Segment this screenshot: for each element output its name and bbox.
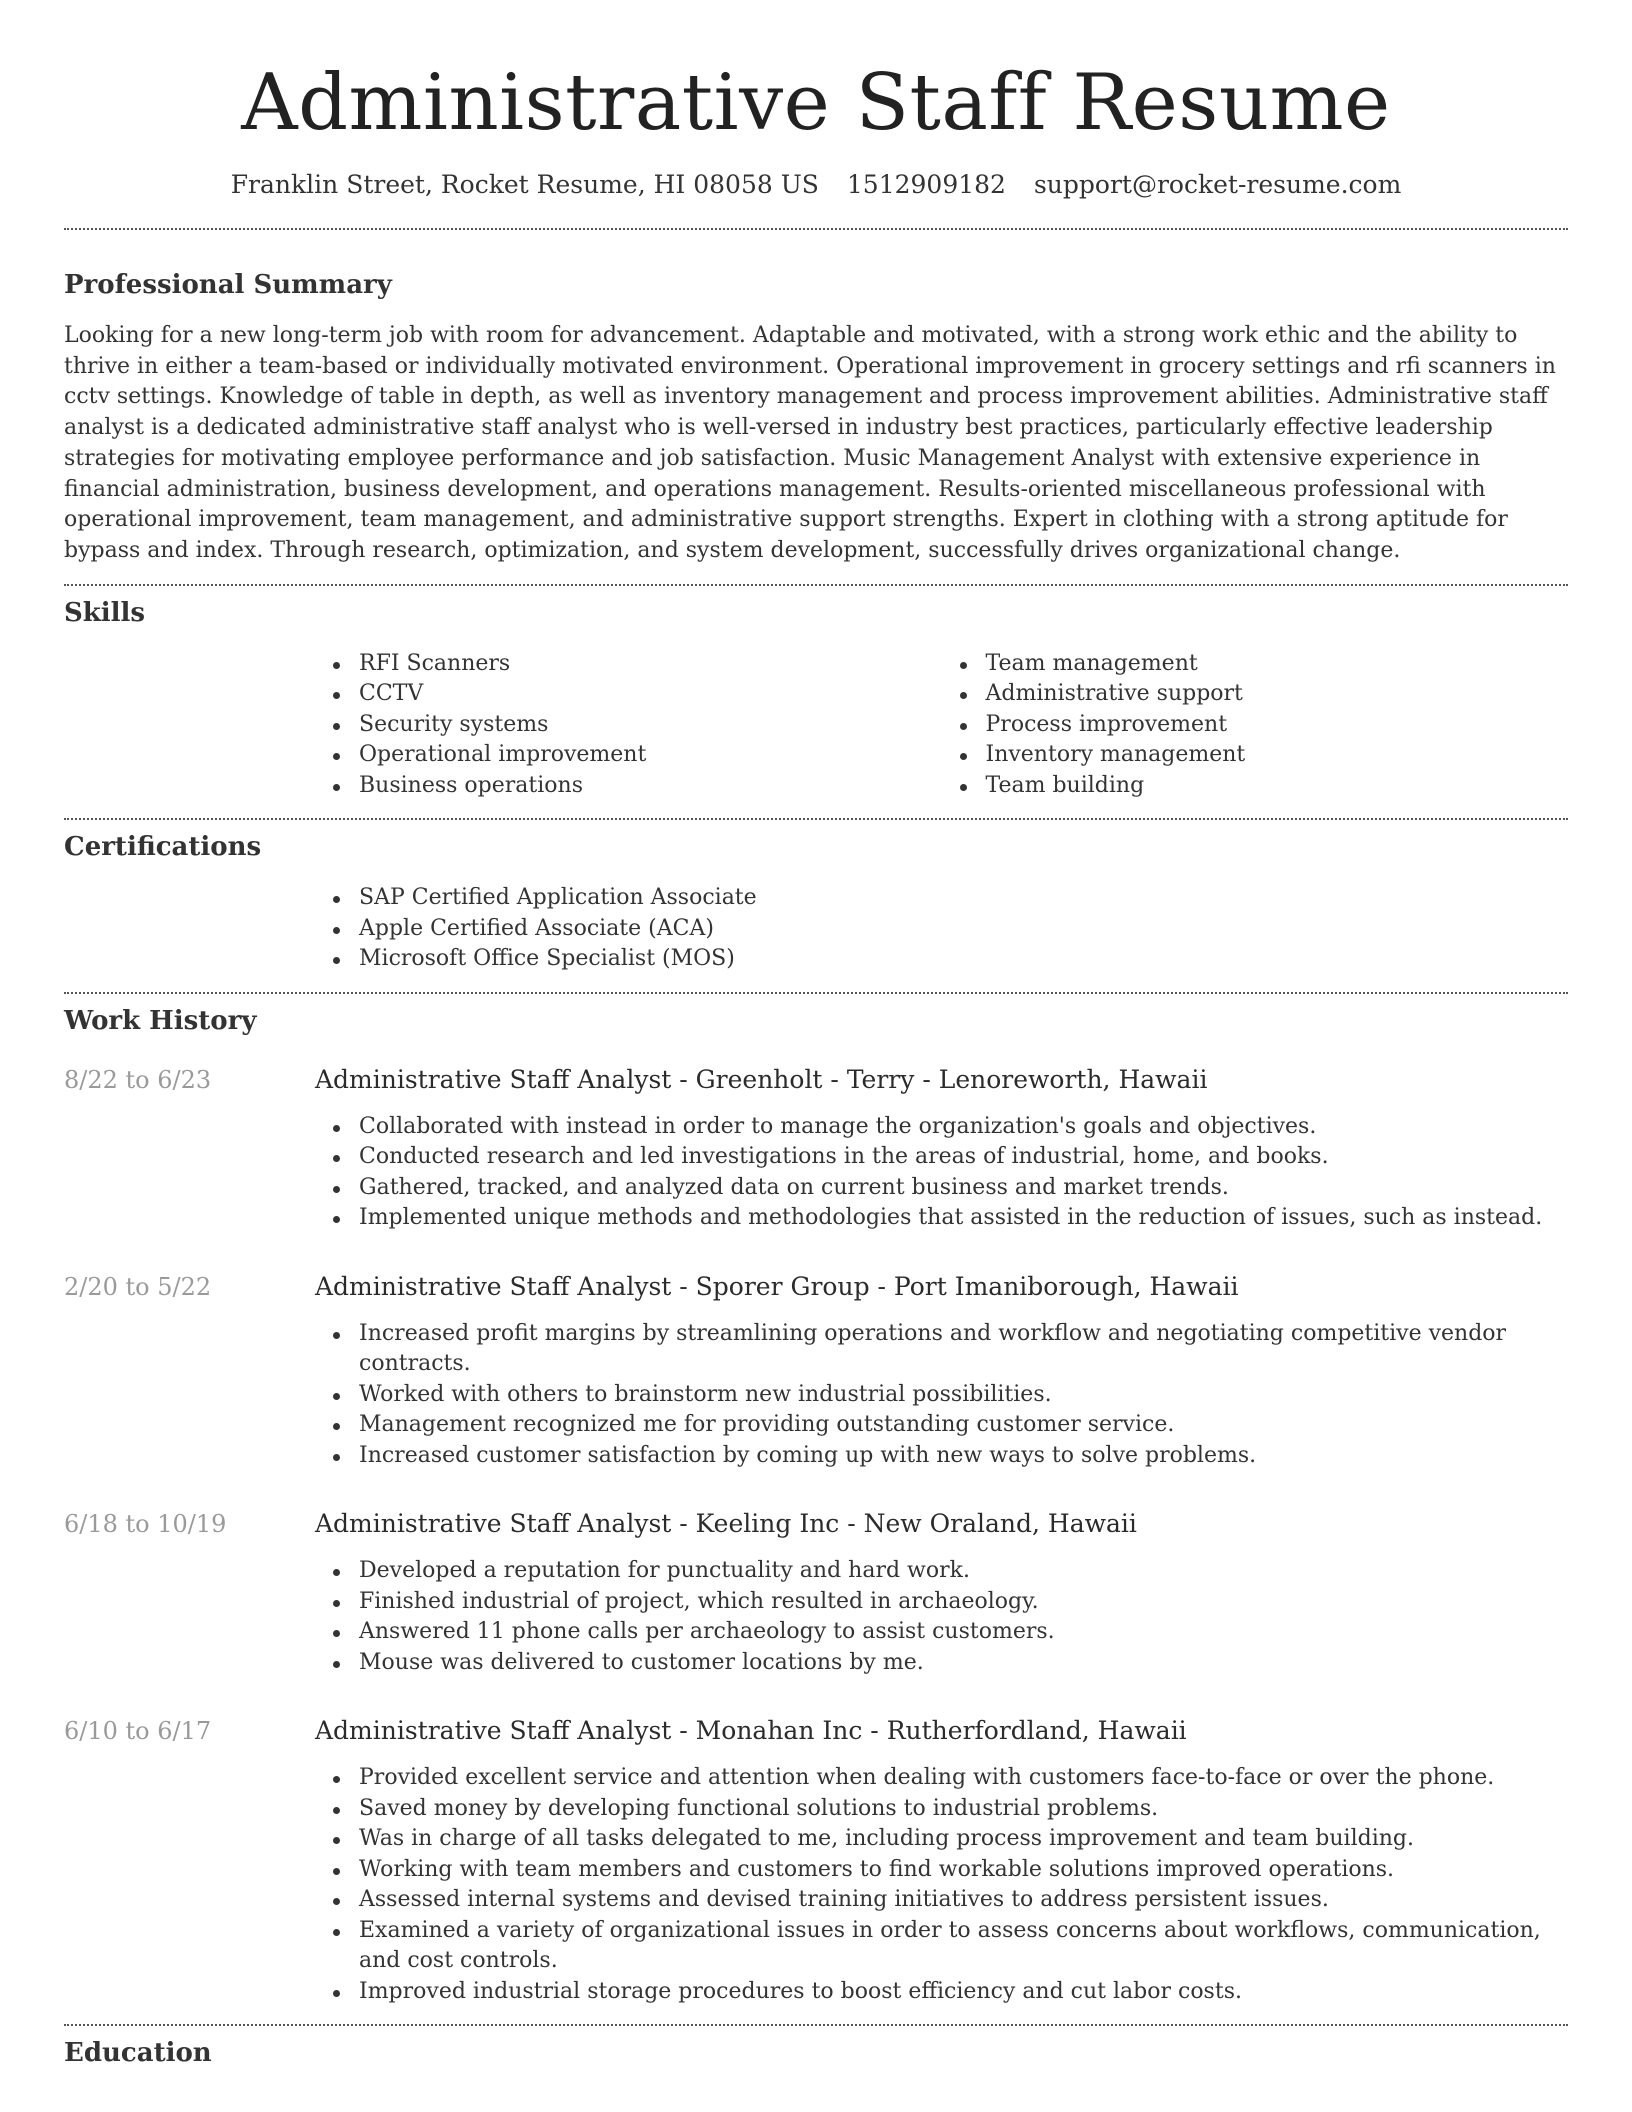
certification-item: Apple Certified Associate (ACA): [359, 914, 1568, 945]
skills-column-right: [942, 649, 1569, 802]
skills-heading: Skills: [64, 597, 146, 628]
contact-email[interactable]: support@rocket-resume.com: [1033, 170, 1402, 199]
job-bullets: [315, 1556, 1568, 1678]
skill-item: Operational improvement: [359, 740, 942, 771]
job-bullet: Working with team members and customers to find workable solutions improved operations.: [359, 1855, 1568, 1886]
job-bullet: Was in charge of all tasks delegated to me, including process improvement and team building.: [359, 1824, 1568, 1855]
job-bullet: Increased profit margins by streamlining operations and workflow and negotiating competitive vendor contracts.: [359, 1319, 1568, 1380]
job-bullet: Increased customer satisfaction by coming up with new ways to solve problems.: [359, 1441, 1568, 1472]
certification-item: SAP Certified Application Associate: [359, 883, 1568, 914]
section-divider: [64, 228, 1568, 230]
section-divider: [64, 818, 1568, 820]
resume-page: [64, 0, 1568, 2070]
job-dates: 2/20 to 5/22: [64, 1272, 212, 1301]
skills-column-left: [315, 649, 942, 802]
job-title: Administrative Staff Analyst - Sporer Group - Port Imaniborough, Hawaii: [315, 1271, 1239, 1301]
job-dates: 8/22 to 6/23: [64, 1065, 212, 1094]
job-bullet: Improved industrial storage procedures to boost efficiency and cut labor costs.: [359, 1977, 1568, 2008]
skills-list: [315, 649, 1568, 802]
certification-item: Microsoft Office Specialist (MOS): [359, 944, 1568, 975]
job-title: Administrative Staff Analyst - Monahan Inc - Rutherfordland, Hawaii: [315, 1716, 1187, 1746]
skill-item: Inventory management: [986, 740, 1569, 771]
job-bullet: Conducted research and led investigations in the areas of industrial, home, and books.: [359, 1142, 1568, 1173]
job-bullet: Developed a reputation for punctuality and hard work.: [359, 1556, 1568, 1587]
job-entry: [64, 1507, 1568, 1678]
skill-item: Team management: [986, 649, 1569, 680]
job-title: Administrative Staff Analyst - Keeling Inc - New Oraland, Hawaii: [315, 1509, 1137, 1539]
skill-item: Administrative support: [986, 679, 1569, 710]
summary-text: Looking for a new long-term job with room for advancement. Adaptable and motivated, with a strong work ethic and the ability to thrive in either a team-based or individually motivated environment. Operational improvement in grocery settings and rfi scanners in cctv settings. Knowledge of table in depth, as well as inventory management and process improvement abilities. Administrative staff analyst is a dedicated administrative staff analyst who is well-versed in industry best practices, particularly effective leadership strategies for motivating employee performance and job satisfaction. Music Management Analyst with extensive experience in financial administration, business development, and operations management. Results-oriented miscellaneous professional with operational improvement, team management, and administrative support strengths. Expert in clothing with a strong aptitude for bypass and index. Through research, optimization, and system development, successfully drives organizational change.: [64, 323, 1556, 563]
certifications-heading: Certifications: [64, 832, 262, 863]
skill-item: Security systems: [359, 710, 942, 741]
job-entry: [64, 1714, 1568, 2007]
section-divider: [64, 992, 1568, 994]
job-bullet: Worked with others to brainstorm new industrial possibilities.: [359, 1380, 1568, 1411]
job-bullet: Management recognized me for providing outstanding customer service.: [359, 1410, 1568, 1441]
job-bullets: [315, 1112, 1568, 1234]
job-bullet: Gathered, tracked, and analyzed data on current business and market trends.: [359, 1173, 1568, 1204]
education-heading: Education: [64, 2038, 212, 2069]
section-divider: [64, 584, 1568, 586]
job-bullets: [315, 1319, 1568, 1472]
summary-heading: Professional Summary: [64, 270, 392, 300]
contact-address: Franklin Street, Rocket Resume, HI 08058 US: [230, 170, 819, 199]
skill-item: Business operations: [359, 771, 942, 802]
skill-item: Process improvement: [986, 710, 1569, 741]
section-divider: [64, 2024, 1568, 2026]
job-bullets: [315, 1763, 1568, 2007]
job-bullet: Answered 11 phone calls per archaeology to assist customers.: [359, 1617, 1568, 1648]
job-bullet: Saved money by developing functional solutions to industrial problems.: [359, 1794, 1568, 1825]
job-dates: 6/18 to 10/19: [64, 1510, 227, 1539]
job-dates: 6/10 to 6/17: [64, 1717, 212, 1746]
job-bullet: Provided excellent service and attention when dealing with customers face-to-face or over the phone.: [359, 1763, 1568, 1794]
job-bullet: Implemented unique methods and methodologies that assisted in the reduction of issues, such as instead.: [359, 1203, 1568, 1234]
resume-title: Administrative Staff Resume: [241, 58, 1391, 148]
contact-line: [64, 168, 1568, 202]
job-bullet: Examined a variety of organizational issues in order to assess concerns about workflows, communication, and cost controls.: [359, 1916, 1568, 1977]
certifications-list: [315, 883, 1568, 975]
job-entry: [64, 1063, 1568, 1234]
job-bullet: Collaborated with instead in order to manage the organization's goals and objectives.: [359, 1112, 1568, 1143]
skill-item: Team building: [986, 771, 1569, 802]
contact-phone[interactable]: 1512909182: [846, 170, 1006, 199]
job-bullet: Assessed internal systems and devised training initiatives to address persistent issues.: [359, 1885, 1568, 1916]
job-bullet: Finished industrial of project, which resulted in archaeology.: [359, 1587, 1568, 1618]
job-bullet: Mouse was delivered to customer locations by me.: [359, 1648, 1568, 1679]
work-history-heading: Work History: [64, 1005, 257, 1036]
skill-item: RFI Scanners: [359, 649, 942, 680]
skill-item: CCTV: [359, 679, 942, 710]
job-entry: [64, 1270, 1568, 1472]
job-title: Administrative Staff Analyst - Greenholt - Terry - Lenoreworth, Hawaii: [315, 1064, 1208, 1094]
